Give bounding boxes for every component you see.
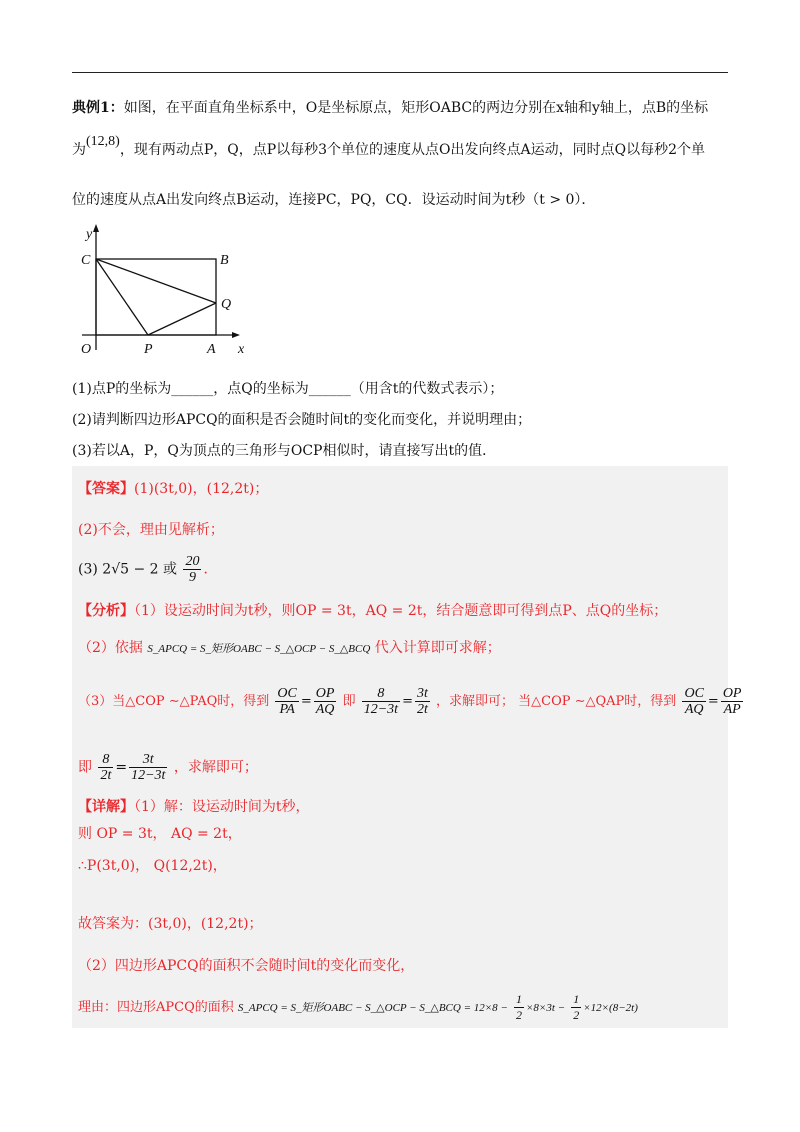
detail-line-4: 故答案为：(3t,0)，(12,2t)； — [78, 916, 263, 932]
coord-b: (12,8) — [86, 134, 120, 149]
problem-line-2: 为(12,8)，现有两动点P，Q，点P以每秒3个单位的速度从点O出发向终点A运动，同时点Q以每秒2个单 — [72, 134, 706, 158]
label-y: y — [86, 227, 93, 242]
problem-line-3: 位的速度从点A出发向终点B运动，连接PC，PQ，CQ．设运动时间为t秒（t > 0）． — [72, 192, 596, 208]
analysis-tag: 【分析】 — [78, 603, 134, 619]
detail-tag: 【详解】 — [78, 799, 134, 815]
question-1: (1)点P的坐标为______，点Q的坐标为______（用含t的代数式表示）； — [72, 381, 504, 397]
analysis-area-formula: S_APCQ = S_矩形OABC − S_△OCP − S_△BCQ — [147, 643, 371, 655]
detail-line-1: 【详解】（1）解：设运动时间为t秒， — [78, 799, 310, 815]
segment-cq — [96, 259, 216, 303]
question-2: (2)请判断四边形APCQ的面积是否会随时间t的变化而变化，并说明理由； — [72, 412, 532, 428]
label-b: B — [220, 253, 229, 268]
answer-tag: 【答案】 — [78, 481, 134, 497]
label-p: P — [144, 342, 153, 357]
detail-line-5: （2）四边形APCQ的面积不会随时间t的变化而变化， — [78, 958, 415, 974]
answer-line-2: (2)不会，理由见解析； — [78, 522, 224, 538]
label-c: C — [81, 253, 91, 268]
analysis-line-2: （2）依据 S_APCQ = S_矩形OABC − S_△OCP − S_△BCQ 代入计算即可求解； — [78, 640, 501, 656]
segment-pc — [96, 259, 148, 335]
top-rule — [72, 72, 728, 73]
label-q: Q — [221, 297, 232, 312]
analysis-line-1: 【分析】（1）设运动时间为t秒，则OP = 3t，AQ = 2t，结合题意即可得到点P、点Q的坐标； — [78, 603, 668, 619]
detail-line-6: 理由：四边形APCQ的面积 S_APCQ = S_矩形OABC − S_△OCP − S_△BCQ = 12×8 − $\frac{1}{2}$ ×8×3t − $\frac{1}{2}$ ×12×(8−2t) — [78, 992, 638, 1022]
question-3: (3)若以A，P，Q为顶点的三角形与OCP相似时，请直接写出t的值． — [72, 443, 497, 459]
problem-text-1: 如图，在平面直角坐标系中，O是坐标原点，矩形OABC的两边分别在x轴和y轴上，点B的坐标 — [123, 100, 709, 116]
detail-line-3: ∴P(3t,0)， Q(12,2t)， — [78, 858, 227, 874]
example-title: 典例1： — [72, 100, 124, 116]
label-x: x — [238, 342, 245, 357]
detail-line-2: 则 OP = 3t， AQ = 2t， — [78, 826, 242, 842]
coordinate-figure — [72, 222, 272, 362]
x-axis-arrow — [232, 332, 240, 338]
problem-line-1 — [72, 97, 732, 119]
answer-line-3: (3) 2√5 − 2 或 $\frac{20}{9}$ ． — [78, 554, 218, 585]
answer-line-1: 【答案】(1)(3t,0)，(12,2t)； — [78, 481, 269, 497]
segment-pq — [148, 303, 216, 335]
analysis-line-4: 即 $\frac{8}{2t}$ = $\frac{3t}{12-3t}$ ，求解即可； — [78, 752, 258, 783]
answer-fraction: $\frac{20}{9}$ — [185, 554, 200, 585]
solution-box — [72, 466, 728, 1028]
label-o: O — [81, 342, 92, 357]
detail-area-formula: S_APCQ = S_矩形OABC − S_△OCP − S_△BCQ = 12×8 − — [237, 1002, 508, 1014]
analysis-line-3: （3）当△COP ∼△PAQ时，得到 $\frac{OC}{PA}$ = $\frac{OP}{AQ}$ 即 $\frac{8}{12-3t}$ = $\frac{3t}{2t}$ ，求解即可； 当△COP ∼△QAP时，得到 $\frac{OC}{AQ}$ = $\frac{OP}{AP}$ — [78, 686, 742, 717]
y-axis-arrow — [93, 224, 99, 232]
label-a: A — [207, 342, 216, 357]
